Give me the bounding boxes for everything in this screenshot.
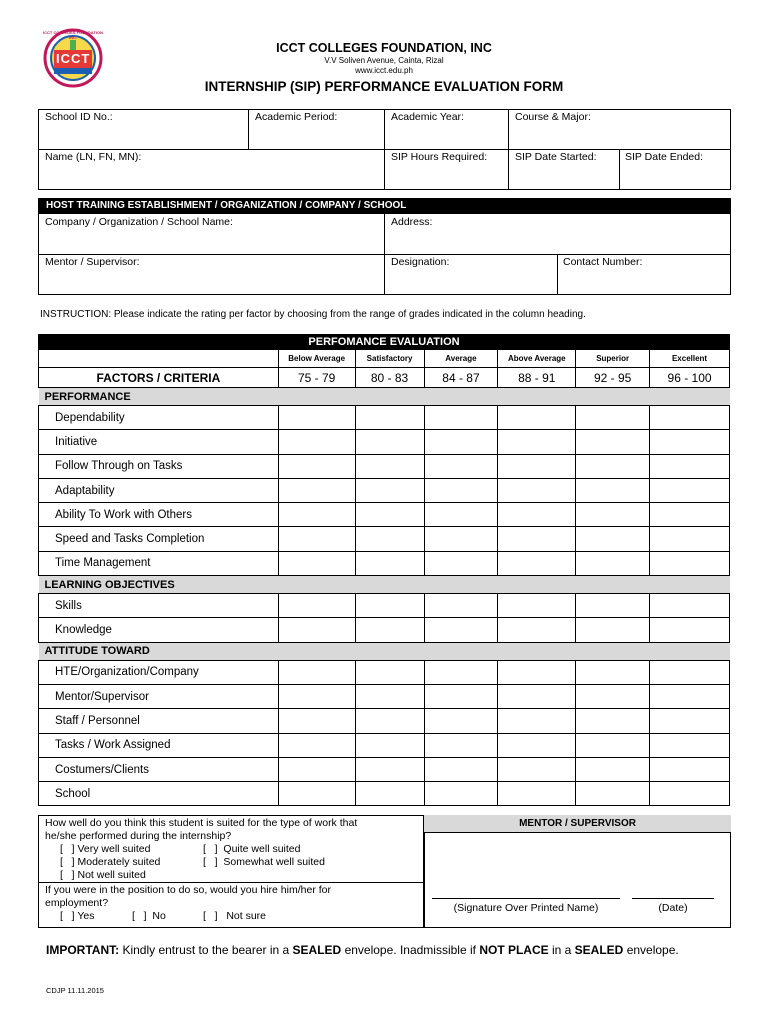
criteria-label: Dependability — [39, 406, 279, 430]
criteria-row — [39, 660, 730, 684]
rating-cell[interactable] — [355, 454, 424, 478]
criteria-label: Follow Through on Tasks — [39, 454, 279, 478]
academic-period-field[interactable]: Academic Period: — [255, 111, 338, 123]
signature-line[interactable] — [432, 898, 620, 899]
rating-cell[interactable] — [278, 527, 355, 551]
factors-criteria-header: FACTORS / CRITERIA — [39, 368, 279, 388]
criteria-row — [39, 594, 730, 618]
rating-cell[interactable] — [278, 660, 355, 684]
criteria-label: Adaptability — [39, 478, 279, 502]
criteria-row — [39, 782, 730, 806]
school-id-field[interactable]: School ID No.: — [45, 111, 113, 123]
rating-cell[interactable] — [278, 709, 355, 733]
rating-cell[interactable] — [355, 594, 424, 618]
criteria-row — [39, 757, 730, 781]
rating-cell[interactable] — [498, 782, 576, 806]
form-title: INTERNSHIP (SIP) PERFORMANCE EVALUATION FORM — [204, 79, 564, 94]
rating-cell[interactable] — [576, 594, 650, 618]
designation-field[interactable]: Designation: — [391, 256, 450, 268]
rating-cell[interactable] — [576, 757, 650, 781]
criteria-label: School — [39, 782, 279, 806]
criteria-label: Initiative — [39, 430, 279, 454]
rating-cell[interactable] — [650, 757, 730, 781]
rating-cell[interactable] — [498, 594, 576, 618]
rating-cell[interactable] — [650, 709, 730, 733]
scale-range-6: 96 - 100 — [650, 368, 730, 388]
criteria-row — [39, 684, 730, 708]
logo-text: ICCT — [56, 51, 91, 66]
date-label: (Date) — [658, 902, 688, 914]
scale-range-4: 88 - 91 — [498, 368, 576, 388]
section-header-row — [39, 388, 730, 406]
rating-cell[interactable] — [355, 782, 424, 806]
criteria-row — [39, 527, 730, 551]
criteria-label: Costumers/Clients — [39, 757, 279, 781]
rating-cell[interactable] — [424, 782, 498, 806]
rating-cell[interactable] — [424, 594, 498, 618]
rating-cell[interactable] — [355, 660, 424, 684]
scale-range-1: 75 - 79 — [278, 368, 355, 388]
rating-cell[interactable] — [498, 660, 576, 684]
rating-cell[interactable] — [498, 618, 576, 642]
option-no[interactable]: [ ] No — [132, 910, 166, 922]
rating-cell[interactable] — [355, 551, 424, 575]
rating-cell[interactable] — [424, 684, 498, 708]
option-yes[interactable]: [ ] Yes — [60, 910, 95, 922]
option-very-well-suited[interactable]: [ ] Very well suited — [60, 843, 151, 855]
rating-cell[interactable] — [650, 733, 730, 757]
rating-cell[interactable] — [424, 618, 498, 642]
rating-cell[interactable] — [278, 478, 355, 502]
rating-cell[interactable] — [576, 684, 650, 708]
rating-cell[interactable] — [424, 503, 498, 527]
criteria-row — [39, 618, 730, 642]
rating-cell[interactable] — [424, 733, 498, 757]
rating-cell[interactable] — [576, 478, 650, 502]
rating-cell[interactable] — [498, 430, 576, 454]
form-code: CDJP 11.11.2015 — [46, 986, 104, 995]
rating-cell[interactable] — [278, 503, 355, 527]
rating-cell[interactable] — [424, 660, 498, 684]
important-note: IMPORTANT: Kindly entrust to the bearer in a SEALED envelope. Inadmissible if NOT PLACE in a SEALED envelope. — [46, 943, 679, 957]
org-website: www.icct.edu.ph — [355, 66, 413, 75]
scale-range-3: 84 - 87 — [424, 368, 498, 388]
date-line[interactable] — [632, 898, 714, 899]
question-hire-line2: employment? — [45, 897, 109, 909]
scale-label-2: Satisfactory — [355, 350, 424, 368]
scale-range-2: 80 - 83 — [355, 368, 424, 388]
rating-cell[interactable] — [576, 430, 650, 454]
rating-cell[interactable] — [576, 618, 650, 642]
rating-cell[interactable] — [650, 503, 730, 527]
option-not-well-suited[interactable]: [ ] Not well suited — [60, 869, 146, 881]
scale-label-6: Excellent — [650, 350, 730, 368]
question-hire-line1: If you were in the position to do so, would you hire him/her for — [45, 884, 331, 896]
rating-cell[interactable] — [498, 709, 576, 733]
rating-cell[interactable] — [650, 527, 730, 551]
rating-cell[interactable] — [355, 478, 424, 502]
rating-cell[interactable] — [278, 551, 355, 575]
rating-cell[interactable] — [650, 478, 730, 502]
course-major-field[interactable]: Course & Major: — [515, 111, 591, 123]
scale-label-5: Superior — [576, 350, 650, 368]
rating-cell[interactable] — [278, 430, 355, 454]
host-address-field[interactable]: Address: — [391, 216, 433, 228]
section-title: ATTITUDE TOWARD — [39, 642, 730, 660]
rating-cell[interactable] — [278, 733, 355, 757]
section-header-row — [39, 576, 730, 594]
rating-cell[interactable] — [424, 527, 498, 551]
host-section-title: HOST TRAINING ESTABLISHMENT / ORGANIZATION / COMPANY / SCHOOL — [38, 198, 731, 213]
date-started-field[interactable]: SIP Date Started: — [515, 151, 597, 163]
option-quite-well-suited[interactable]: [ ] Quite well suited — [203, 843, 301, 855]
criteria-label: Knowledge — [39, 618, 279, 642]
mentor-field[interactable]: Mentor / Supervisor: — [45, 256, 140, 268]
rating-cell[interactable] — [424, 757, 498, 781]
important-lead: IMPORTANT: — [46, 943, 120, 957]
rating-cell[interactable] — [650, 782, 730, 806]
rating-cell[interactable] — [498, 454, 576, 478]
criteria-row — [39, 551, 730, 575]
option-somewhat-well-suited[interactable]: [ ] Somewhat well suited — [203, 856, 325, 868]
rating-cell[interactable] — [355, 733, 424, 757]
rating-cell[interactable] — [355, 618, 424, 642]
company-name-field[interactable]: Company / Organization / School Name: — [45, 216, 233, 228]
rating-cell[interactable] — [355, 527, 424, 551]
rating-cell[interactable] — [424, 709, 498, 733]
rating-cell[interactable] — [576, 709, 650, 733]
option-not-sure[interactable]: [ ] Not sure — [203, 910, 267, 922]
rating-cell[interactable] — [424, 454, 498, 478]
rating-cell[interactable] — [424, 551, 498, 575]
rating-cell[interactable] — [498, 406, 576, 430]
criteria-label: Speed and Tasks Completion — [39, 527, 279, 551]
question-suitability-line2: he/she performed during the internship? — [45, 830, 232, 842]
rating-cell[interactable] — [424, 430, 498, 454]
criteria-row — [39, 454, 730, 478]
rating-cell[interactable] — [278, 454, 355, 478]
rating-cell[interactable] — [650, 406, 730, 430]
rating-cell[interactable] — [424, 406, 498, 430]
criteria-label: Ability To Work with Others — [39, 503, 279, 527]
criteria-row — [39, 503, 730, 527]
evaluation-table — [38, 334, 730, 806]
evaluation-title: PERFOMANCE EVALUATION — [39, 335, 730, 350]
signature-label: (Signature Over Printed Name) — [453, 902, 599, 914]
rating-cell[interactable] — [576, 660, 650, 684]
logo-ring-text: ICCT COLLEGES FOUNDATION INC. — [43, 30, 103, 40]
rating-cell[interactable] — [650, 454, 730, 478]
rating-cell[interactable] — [355, 430, 424, 454]
criteria-row — [39, 478, 730, 502]
rating-cell[interactable] — [355, 757, 424, 781]
mentor-box-title: MENTOR / SUPERVISOR — [424, 815, 731, 833]
criteria-label: Skills — [39, 594, 279, 618]
criteria-label: Time Management — [39, 551, 279, 575]
scale-range-5: 92 - 95 — [576, 368, 650, 388]
rating-cell[interactable] — [355, 406, 424, 430]
hours-required-field[interactable]: SIP Hours Required: — [391, 151, 488, 163]
rating-cell[interactable] — [498, 733, 576, 757]
section-header-row — [39, 642, 730, 660]
scale-label-3: Average — [424, 350, 498, 368]
rating-cell[interactable] — [355, 684, 424, 708]
criteria-label: Mentor/Supervisor — [39, 684, 279, 708]
rating-cell[interactable] — [498, 503, 576, 527]
rating-cell[interactable] — [498, 551, 576, 575]
rating-cell[interactable] — [498, 527, 576, 551]
section-title: PERFORMANCE — [39, 388, 730, 406]
student-name-field[interactable]: Name (LN, FN, MN): — [45, 151, 142, 163]
rating-cell[interactable] — [650, 684, 730, 708]
option-moderately-suited[interactable]: [ ] Moderately suited — [60, 856, 161, 868]
rating-cell[interactable] — [498, 478, 576, 502]
org-name: ICCT COLLEGES FOUNDATION, INC — [276, 41, 492, 55]
criteria-label: Tasks / Work Assigned — [39, 733, 279, 757]
rating-cell[interactable] — [576, 454, 650, 478]
academic-year-field[interactable]: Academic Year: — [391, 111, 464, 123]
rating-cell[interactable] — [576, 406, 650, 430]
criteria-row — [39, 430, 730, 454]
rating-cell[interactable] — [576, 503, 650, 527]
question-suitability-line1: How well do you think this student is suited for the type of work that — [45, 817, 358, 829]
rating-cell[interactable] — [650, 594, 730, 618]
criteria-label: Staff / Personnel — [39, 709, 279, 733]
rating-cell[interactable] — [498, 684, 576, 708]
criteria-row — [39, 406, 730, 430]
contact-number-field[interactable]: Contact Number: — [563, 256, 643, 268]
instruction-text: INSTRUCTION: Please indicate the rating per factor by choosing from the range of grades indicated in the column heading. — [40, 309, 586, 320]
rating-cell[interactable] — [650, 430, 730, 454]
criteria-row — [39, 709, 730, 733]
rating-cell[interactable] — [278, 684, 355, 708]
rating-cell[interactable] — [278, 618, 355, 642]
date-ended-field[interactable]: SIP Date Ended: — [625, 151, 704, 163]
rating-cell[interactable] — [650, 660, 730, 684]
criteria-label: HTE/Organization/Company — [39, 660, 279, 684]
rating-cell[interactable] — [576, 551, 650, 575]
criteria-row — [39, 733, 730, 757]
rating-cell[interactable] — [355, 709, 424, 733]
rating-cell[interactable] — [278, 782, 355, 806]
rating-cell[interactable] — [424, 478, 498, 502]
scale-label-4: Above Average — [498, 350, 576, 368]
rating-cell[interactable] — [650, 551, 730, 575]
rating-cell[interactable] — [498, 757, 576, 781]
org-address: V.V Soliven Avenue, Cainta, Rizal — [324, 56, 444, 65]
rating-cell[interactable] — [576, 733, 650, 757]
rating-cell[interactable] — [278, 594, 355, 618]
rating-cell[interactable] — [576, 527, 650, 551]
rating-cell[interactable] — [278, 757, 355, 781]
rating-cell[interactable] — [576, 782, 650, 806]
rating-cell[interactable] — [278, 406, 355, 430]
rating-cell[interactable] — [650, 618, 730, 642]
rating-cell[interactable] — [355, 503, 424, 527]
scale-label-1: Below Average — [278, 350, 355, 368]
section-title: LEARNING OBJECTIVES — [39, 576, 730, 594]
